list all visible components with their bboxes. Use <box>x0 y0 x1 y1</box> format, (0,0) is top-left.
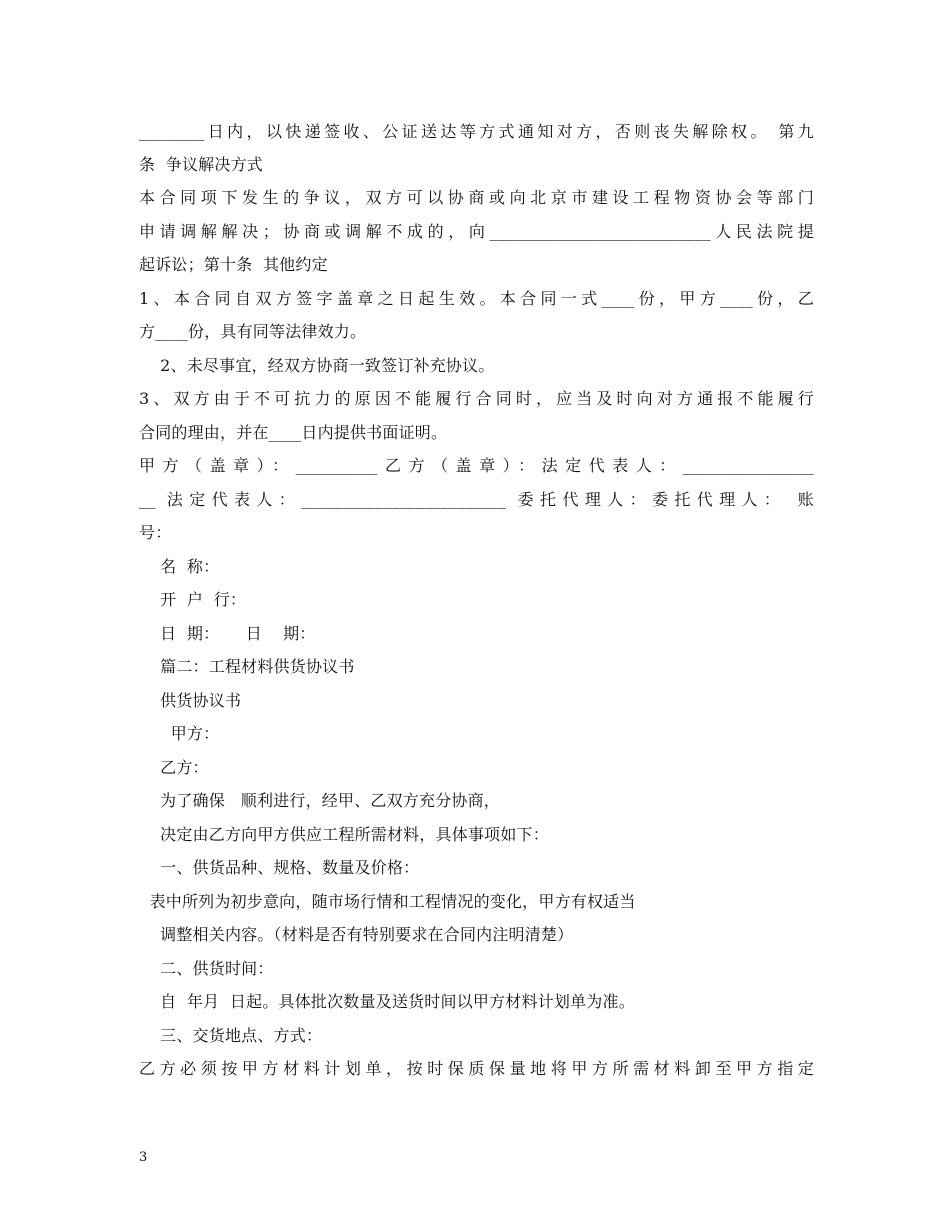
text-line-8: 2、未尽事宜，经双方协商一致签订补充协议。 <box>139 356 495 375</box>
text-line-7: 方____份，具有同等法律效力。 <box>139 322 367 341</box>
text-line-17: 篇二：工程材料供货协议书 <box>139 657 355 676</box>
text-line-25: 调整相关内容。（材料是否有特别要求在合同内注明清楚） <box>139 925 574 944</box>
text-line-5: 起诉讼；第十条 其他约定 <box>139 255 328 274</box>
text-line-20: 乙方： <box>139 758 209 777</box>
text-line-28: 三、交货地点、方式： <box>139 1026 323 1045</box>
text-line-6: 1、本合同自双方签字盖章之日起生效。本合同一式____份，甲方____份，乙 <box>139 289 814 308</box>
text-line-3: 本合同项下发生的争议，双方可以协商或向北京市建设工程物资协会等部门 <box>139 188 814 207</box>
text-line-19: 甲方： <box>139 724 220 743</box>
text-line-1: ________日内，以快递签收、公证送达等方式通知对方，否则丧失解除权。 第九 <box>139 122 814 141</box>
text-line-23: 一、供货品种、规格、数量及价格： <box>139 858 420 877</box>
text-line-2: 条 争议解决方式 <box>139 155 263 174</box>
text-line-9: 3、双方由于不可抗力的原因不能履行合同时，应当及时向对方通报不能履行 <box>139 389 814 408</box>
text-line-21: 为了确保 顺利进行，经甲、乙双方充分协商， <box>139 791 501 810</box>
text-line-18: 供货协议书 <box>139 691 242 710</box>
text-line-29: 乙方必须按甲方材料计划单，按时保质保量地将甲方所需材料卸至甲方指定 <box>139 1059 814 1078</box>
text-line-12: __ 法定代表人：_________________________ 委托代理人：委托代理人： 账 <box>139 490 814 509</box>
text-line-16: 日 期： 日 期： <box>139 624 316 643</box>
text-line-24: 表中所列为初步意向，随市场行情和工程情况的变化，甲方有权适当 <box>139 892 636 911</box>
text-line-14: 名 称： <box>139 557 220 576</box>
text-line-11: 甲方（盖章）：__________乙方（盖章）：法定代表人：________________ <box>139 456 814 475</box>
text-line-27: 自 年月 日起。具体批次数量及送货时间以甲方材料计划单为准。 <box>139 992 635 1011</box>
text-line-15: 开 户 行： <box>139 590 247 609</box>
text-line-4: 申请调解解决；协商或调解不成的，向___________________________人民法院提 <box>139 222 814 241</box>
page-number: 3 <box>139 1150 148 1165</box>
text-line-26: 二、供货时间： <box>139 959 274 978</box>
text-line-22: 决定由乙方向甲方供应工程所需材料，具体事项如下： <box>139 825 549 844</box>
text-line-13: 号： <box>139 523 172 542</box>
text-line-10: 合同的理由，并在____日内提供书面证明。 <box>139 423 448 442</box>
